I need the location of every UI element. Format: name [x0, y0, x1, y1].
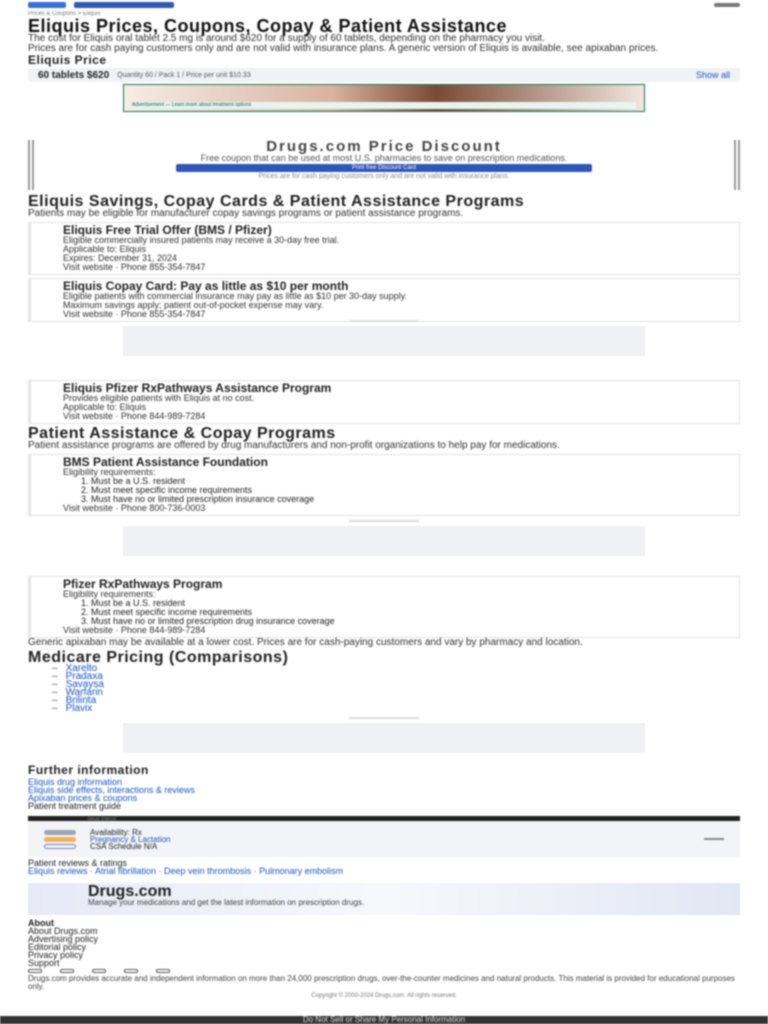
ad-banner[interactable] — [123, 84, 645, 112]
chevron-icon[interactable] — [704, 838, 724, 840]
eligibility-item: 3. Must have no or limited prescription insurance coverage — [91, 495, 729, 504]
program-title: Eliquis Pfizer RxPathways Assistance Program — [63, 381, 332, 395]
price-label: 60 tablets $620 — [38, 69, 110, 81]
program-line: Eligible commercially insured patients may receive a 30-day free trial. — [63, 235, 340, 245]
coupon-subtitle: Free coupon that can be used at most U.S. pharmacies to save on prescription medications. — [200, 153, 568, 163]
alternative-item[interactable]: – Warfarin — [52, 689, 740, 697]
assistance-line: Eligibility requirements: — [63, 467, 156, 477]
status-line: CSA Schedule N/A — [90, 841, 158, 851]
program-line: Provides eligible patients with Eliquis at no cost. — [63, 393, 255, 403]
program-title: Eliquis Copay Card: Pay as little as $10 per month — [63, 279, 349, 293]
program-card — [28, 222, 740, 275]
assistance-contact-link[interactable]: Visit website · Phone 800-736-0003 — [63, 503, 206, 513]
social-links — [28, 969, 740, 973]
program-line: Expires: December 31, 2024 — [63, 253, 178, 263]
related-link[interactable]: Eliquis drug information — [28, 777, 123, 787]
ratings-section — [28, 859, 740, 875]
related-heading: Further information — [28, 763, 149, 777]
print-coupon-button[interactable]: Print free Discount Card — [176, 164, 592, 172]
ad-slot[interactable] — [123, 526, 645, 556]
savings-heading: Eliquis Savings, Copay Cards & Patient Assistance Programs — [28, 193, 525, 210]
intro-paragraph: The cost for Eliquis oral tablet 2.5 mg is around $620 for a supply of 60 tablets, depending on the pharmacy you visit. — [28, 33, 545, 44]
program-card — [28, 278, 740, 322]
coupon-card — [28, 140, 740, 190]
ratings-links[interactable]: Eliquis reviews · Atrial fibrillation · Deep vein thrombosis · Pulmonary embolism — [28, 866, 344, 876]
related-guide: Patient treatment guide — [28, 801, 122, 811]
eligibility-item: 2. Must meet specific income requirements — [91, 608, 729, 617]
site-header — [28, 0, 740, 10]
generic-note: Generic apixaban may be available at a lower cost. Prices are for cash-paying customers and vary by pharmacy and location. — [28, 637, 583, 648]
alternative-item[interactable]: – Pradaxa — [52, 673, 740, 681]
pregnancy-icon — [44, 837, 76, 842]
coupon-title: Drugs.com Price Discount — [266, 138, 502, 155]
price-row[interactable] — [28, 68, 740, 82]
status-icons — [44, 830, 76, 849]
program-line: Eligible patients with commercial insurance may pay as little as $10 per 30-day supply. — [63, 291, 407, 301]
footer-link[interactable]: Editorial policy — [28, 942, 87, 952]
promo-subtitle: Manage your medications and get the latest information on prescription drugs. — [88, 898, 365, 907]
privacy-bar[interactable]: Do Not Sell or Share My Personal Information — [0, 1016, 768, 1024]
youtube-icon[interactable] — [124, 969, 138, 973]
eligibility-item: 1. Must be a U.S. resident — [91, 599, 729, 608]
price-note: Quantity 60 / Pack 1 / Price per unit $10.33 — [117, 71, 251, 79]
site-logo[interactable] — [74, 2, 174, 8]
program-line: Applicable to: Eliquis — [63, 402, 147, 412]
program-line: Maximum savings apply; patient out-of-pocket expense may vary. — [63, 300, 324, 310]
footer-link[interactable]: About — [28, 918, 54, 928]
status-line[interactable]: Pregnancy & Lactation — [90, 834, 171, 844]
footer-link[interactable]: Advertising policy — [28, 934, 99, 944]
assistance-title: BMS Patient Assistance Foundation — [63, 455, 268, 469]
program-contact-link[interactable]: Visit website · Phone 855-354-7847 — [63, 262, 206, 272]
csa-icon — [44, 844, 76, 849]
copyright: Copyright © 2000-2024 Drugs.com. All rights reserved. — [311, 993, 457, 999]
availability-icon — [44, 830, 76, 835]
facebook-icon[interactable] — [28, 969, 42, 973]
menu-icon[interactable] — [714, 3, 740, 7]
ad-slot[interactable] — [123, 326, 645, 356]
eligibility-item: 1. Must be a U.S. resident — [91, 477, 729, 486]
pinterest-icon[interactable] — [156, 969, 170, 973]
price-heading: Eliquis Price — [28, 53, 107, 67]
program-contact-link[interactable]: Visit website · Phone 855-354-7847 — [63, 309, 206, 319]
page-title: Eliquis Prices, Coupons, Copay & Patient Assistance — [28, 16, 507, 36]
ad-banner-text: Advertisement — Learn more about treatment options — [132, 102, 636, 109]
alternative-item[interactable]: – Savaysa — [52, 681, 740, 689]
alternatives-list — [52, 665, 740, 713]
savings-intro: Patients may be eligible for manufacturer copay savings programs or patient assistance programs. — [28, 208, 464, 219]
eligibility-list — [91, 599, 729, 626]
promo-banner[interactable] — [28, 883, 740, 915]
footer-link[interactable]: About Drugs.com — [28, 926, 98, 936]
promo-title: Drugs.com — [88, 883, 172, 900]
logo-mark[interactable] — [28, 2, 66, 8]
ratings-label: Patient reviews & ratings — [28, 858, 128, 868]
related-links — [28, 778, 740, 810]
breadcrumb[interactable]: Prices & Coupons > Eliquis — [28, 11, 101, 17]
assistance-line: Eligibility requirements: — [63, 589, 156, 599]
assistance-heading: Patient Assistance & Copay Programs — [28, 425, 336, 442]
program-title: Eliquis Free Trial Offer (BMS / Pfizer) — [63, 223, 272, 237]
program-card — [28, 380, 740, 424]
alternative-item[interactable]: – Brilinta — [52, 697, 740, 705]
program-contact-link[interactable]: Visit website · Phone 844-989-7284 — [63, 411, 206, 421]
related-link[interactable]: Eliquis side effects, interactions & reviews — [28, 785, 195, 795]
ad-slot[interactable] — [123, 723, 645, 753]
eligibility-item: 2. Must meet specific income requirements — [91, 486, 729, 495]
drug-status-bar: DRUG STATUS — [28, 816, 740, 821]
instagram-icon[interactable] — [92, 969, 106, 973]
footer-disclaimer: Drugs.com provides accurate and independent information on more than 24,000 prescription drugs, over-the-counter medicines and natural products. This material is provided for educational purposes only. — [28, 974, 735, 991]
assistance-title: Pfizer RxPathways Program — [63, 577, 223, 591]
status-lines — [90, 829, 171, 850]
eligibility-list — [91, 477, 729, 504]
intro-paragraph: Prices are for cash paying customers only and are not valid with insurance plans. A generic version of Eliquis is available, see apixaban prices. — [28, 43, 659, 54]
coupon-note: Prices are for cash paying customers only and are not valid with insurance plans. — [258, 173, 510, 180]
show-all-toggle[interactable]: Show all — [695, 70, 730, 80]
assistance-card — [28, 576, 740, 638]
related-link[interactable]: Apixaban prices & coupons — [28, 793, 138, 803]
alternative-item[interactable]: – Xarelto — [52, 665, 740, 673]
drug-status-row[interactable] — [28, 821, 740, 857]
alternatives-heading: Medicare Pricing (Comparisons) — [28, 649, 289, 666]
assistance-intro: Patient assistance programs are offered by drug manufacturers and non-profit organizations to help pay for medications. — [28, 440, 560, 451]
alternative-item[interactable]: – Plavix — [52, 705, 740, 713]
footer-link[interactable]: Support — [28, 958, 60, 968]
status-line: Availability: Rx — [90, 827, 142, 837]
footer-link[interactable]: Privacy policy — [28, 950, 84, 960]
twitter-icon[interactable] — [60, 969, 74, 973]
program-line: Applicable to: Eliquis — [63, 244, 147, 254]
eligibility-item: 3. Must have no or limited prescription drug insurance coverage — [91, 617, 729, 626]
footer-links — [28, 919, 740, 967]
assistance-contact-link[interactable]: Visit website · Phone 844-989-7284 — [63, 625, 206, 635]
assistance-card — [28, 454, 740, 516]
